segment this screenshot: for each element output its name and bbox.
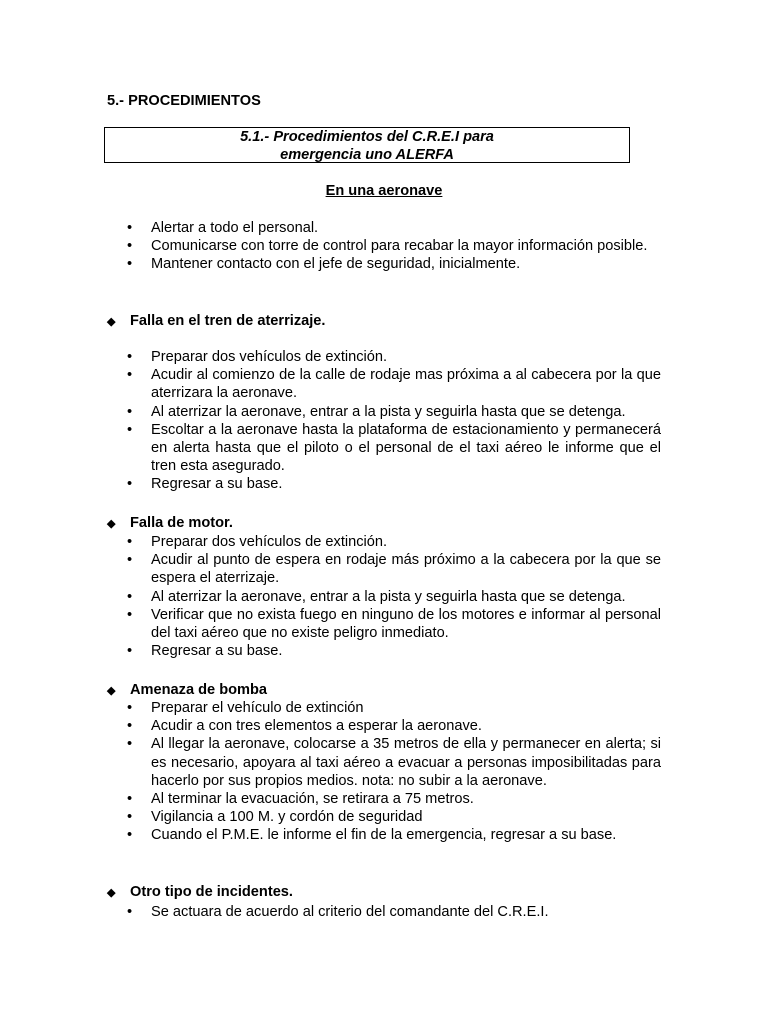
list-item: • Mantener contacto con el jefe de seguridad, inicialmente. [127,255,661,273]
list-item: • Al aterrizar la aeronave, entrar a la pista y seguirla hasta que se detenga. [127,403,661,421]
list-item: • Alertar a todo el personal. [127,219,661,237]
list-item: • Al aterrizar la aeronave, entrar a la pista y seguirla hasta que se detenga. [127,588,661,606]
diamond-bullet-icon: ◆ [107,685,116,697]
list-item: • Verificar que no exista fuego en ninguno de los motores e informar al personal del taxi aéreo que no existe peligro inmediato. [127,606,661,642]
heading-text: Amenaza de bomba [130,682,268,698]
list-item: • Comunicarse con torre de control para recabar la mayor información posible. [127,237,661,255]
heading-other-incidents [107,883,293,902]
engine-failure-list [127,533,661,660]
procedure-title-line-2: emergencia uno ALERFA [280,147,454,163]
list-item: • Preparar el vehículo de extinción [127,699,661,717]
procedure-title-box [104,127,630,163]
heading-engine-failure [107,514,233,533]
other-incidents-list [127,903,661,921]
section-title: 5.- PROCEDIMIENTOS [107,93,261,109]
diamond-bullet-icon: ◆ [107,316,116,328]
landing-gear-list [127,348,661,494]
heading-landing-gear [107,312,325,331]
list-item: • Preparar dos vehículos de extinción. [127,533,661,551]
bomb-threat-list [127,699,661,845]
list-item: • Acudir a con tres elementos a esperar la aeronave. [127,717,661,735]
heading-text: Falla en el tren de aterrizaje. [130,313,326,329]
procedure-title-line-1: 5.1.- Procedimientos del C.R.E.I para [240,129,494,145]
list-item: • Cuando el P.M.E. le informe el fin de la emergencia, regresar a su base. [127,826,661,844]
list-item: • Se actuara de acuerdo al criterio del comandante del C.R.E.I. [127,903,661,921]
diamond-bullet-icon: ◆ [107,518,116,530]
heading-bomb-threat [107,681,267,700]
diamond-bullet-icon: ◆ [107,887,116,899]
list-item: • Al terminar la evacuación, se retirara a 75 metros. [127,790,661,808]
list-item: • Escoltar a la aeronave hasta la plataforma de estacionamiento y permanecerá en alerta hasta que el piloto o el personal de el taxi aéreo le informe que el tren esta asegurado. [127,421,661,476]
list-item: • Acudir al punto de espera en rodaje más próximo a la cabecera por la que se espera el aterrizaje. [127,551,661,587]
heading-text: Falla de motor. [130,515,233,531]
list-item: • Al llegar la aeronave, colocarse a 35 metros de ella y permanecer en alerta; si es necesario, apoyara al taxi aéreo a evacuar a personas imposibilitadas para hacerlo por sus propios medios. nota: no subir a la aeronave. [127,735,661,790]
intro-list [127,219,661,274]
list-item: • Regresar a su base. [127,642,661,660]
list-item: • Regresar a su base. [127,475,661,493]
subtitle: En una aeronave [325,183,443,199]
list-item: • Vigilancia a 100 M. y cordón de seguridad [127,808,661,826]
list-item: • Acudir al comienzo de la calle de rodaje mas próxima a al cabecera por la que aterrizara la aeronave. [127,366,661,402]
heading-text: Otro tipo de incidentes. [130,884,293,900]
list-item: • Preparar dos vehículos de extinción. [127,348,661,366]
